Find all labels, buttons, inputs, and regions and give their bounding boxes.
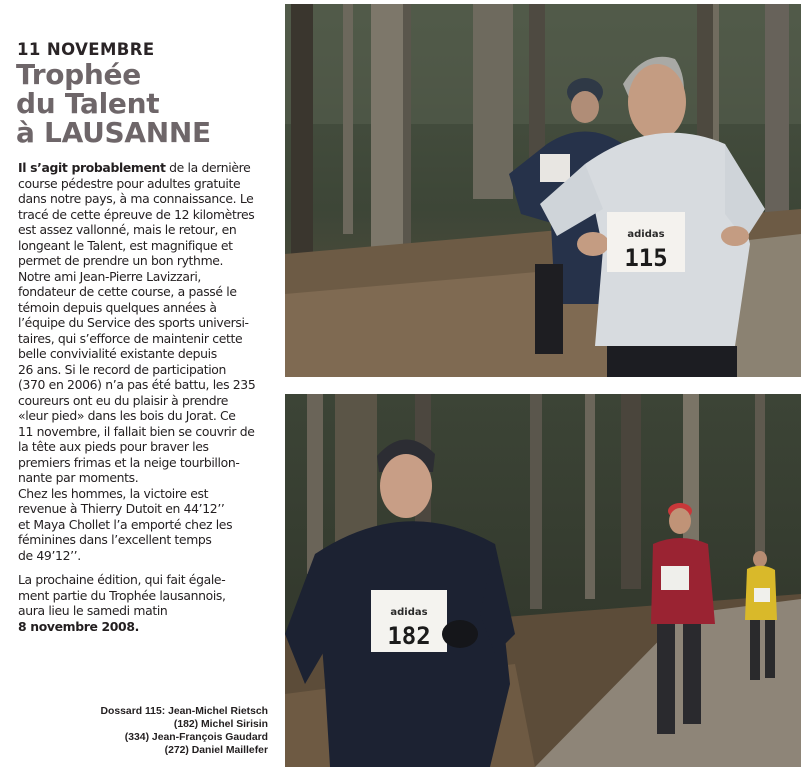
body-line: longeant le Talent, est magnifique et xyxy=(18,237,233,253)
body-line: belle convivialité existante depuis xyxy=(18,346,217,361)
forest-scene-top xyxy=(285,4,801,377)
body-line: revenue à Thierry Dutoit en 44’12’’ xyxy=(18,501,225,516)
credit-line: (334) Jean-François Gaudard xyxy=(124,732,268,743)
body-line xyxy=(18,160,274,176)
bib-number-bottom: 182 xyxy=(387,622,431,650)
forest-scene-bottom xyxy=(285,394,801,767)
body-line: la tête aux pieds pour braver les xyxy=(18,439,209,454)
body-line: fondateur de cette course, a passé le xyxy=(18,284,237,299)
body-line: «leur pied» dans les bois du Jorat. Ce xyxy=(18,408,236,423)
body-line: témoin depuis quelques années à xyxy=(18,299,217,315)
title-line: Trophée xyxy=(16,58,141,91)
article-column xyxy=(0,0,276,770)
credit-line: Dossard 115: Jean-Michel Rietsch xyxy=(100,706,268,717)
article-body xyxy=(18,160,274,634)
lead-text: Il s’agit probablement xyxy=(18,160,166,175)
title-line: du Talent xyxy=(16,87,160,120)
body-line: féminines dans l’excellent temps xyxy=(18,532,212,547)
body-line: tracé de cette épreuve de 12 kilomètres xyxy=(18,206,255,222)
body-line: et Maya Chollet l’a emporté chez les xyxy=(18,516,233,532)
title-line: à LAUSANNE xyxy=(16,116,211,149)
body-line: La prochaine édition, qui fait égale- xyxy=(18,572,226,587)
bib-number-top: 115 xyxy=(624,244,668,272)
body-line-text: de la dernière xyxy=(165,160,251,175)
body-line: Chez les hommes, la victoire est xyxy=(18,485,209,501)
body-line: premiers frimas et la neige tourbillon- xyxy=(18,454,240,470)
closing-date-text: 8 novembre 2008. xyxy=(18,618,139,634)
body-line: Notre ami Jean-Pierre Lavizzari, xyxy=(18,268,202,284)
body-line: nante par moments. xyxy=(18,470,139,485)
body-line: l’équipe du Service des sports universi- xyxy=(18,315,249,330)
body-line: dans notre pays, à ma connaissance. Le xyxy=(18,191,254,206)
article-title xyxy=(16,60,211,147)
photo-runners-bottom xyxy=(285,394,801,767)
body-line: permet de prendre un bon rythme. xyxy=(18,253,224,268)
body-line: ment partie du Trophée lausannois, xyxy=(18,587,226,603)
photo-credits xyxy=(101,705,268,757)
body-line: taires, qui s’efforce de maintenir cette xyxy=(18,330,243,346)
bib-brand-bottom: adidas xyxy=(390,607,428,618)
body-line: 11 novembre, il fallait bien se couvrir de xyxy=(18,423,255,439)
closing-date xyxy=(18,619,274,635)
credit-line: (272) Daniel Maillefer xyxy=(164,745,268,756)
body-line: 26 ans. Si le record de participation xyxy=(18,361,227,377)
photo-runners-top xyxy=(285,4,801,377)
body-line: course pédestre pour adultes gratuite xyxy=(18,175,241,191)
paragraph-gap xyxy=(18,563,274,572)
body-line: (370 en 2006) n’a pas été battu, les 235 xyxy=(18,377,256,392)
bib-brand-top: adidas xyxy=(627,229,665,240)
body-line: est assez vallonné, mais le retour, en xyxy=(18,222,237,237)
body-line: de 49’12’’. xyxy=(18,547,81,563)
body-line: coureurs ont eu du plaisir à prendre xyxy=(18,392,229,408)
article-date: 11 NOVEMBRE xyxy=(17,40,155,59)
body-line: aura lieu le samedi matin xyxy=(18,603,168,618)
credit-line: (182) Michel Sirisin xyxy=(173,719,268,730)
